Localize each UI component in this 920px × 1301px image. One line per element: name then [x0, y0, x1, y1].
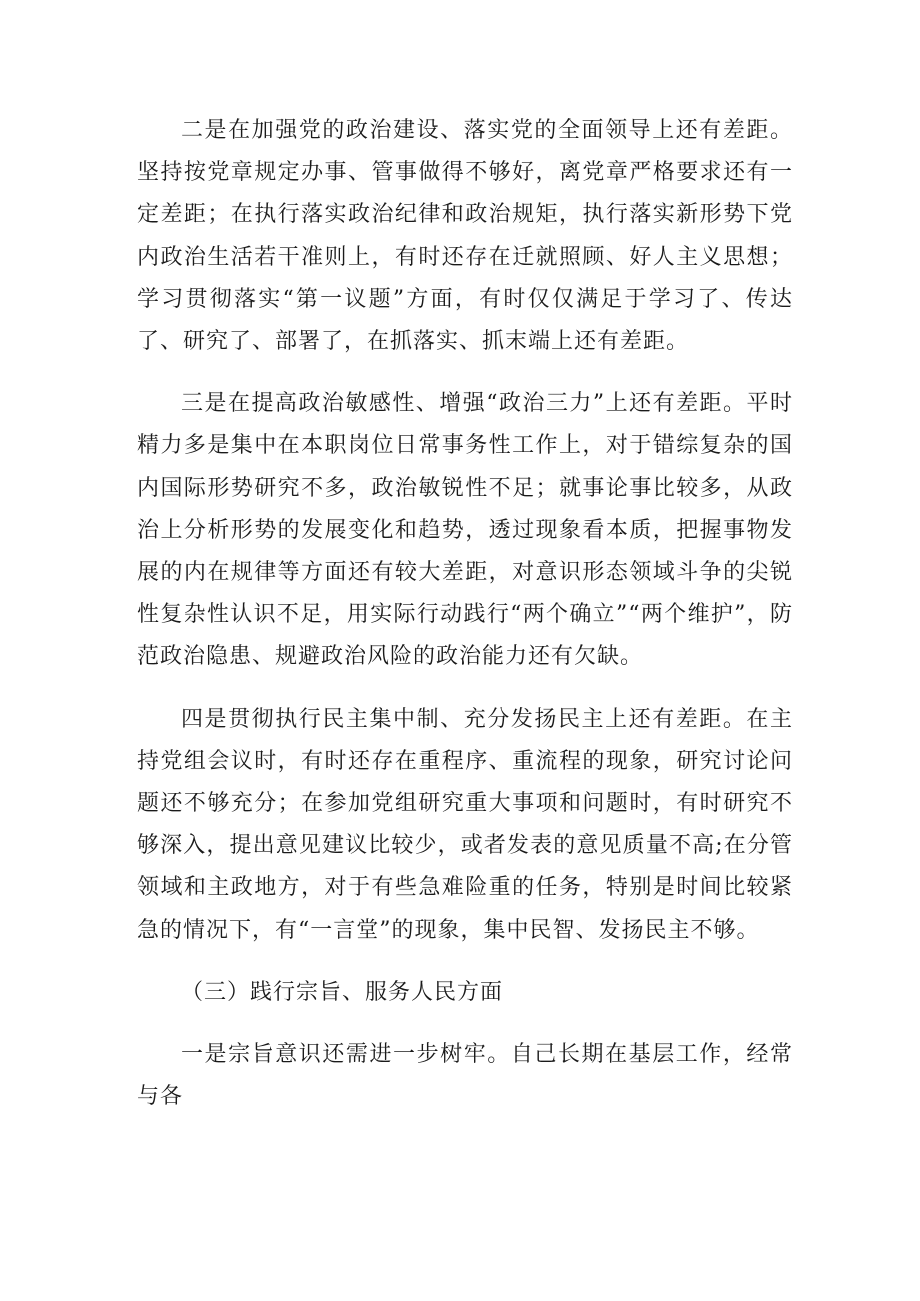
section-heading-serving-people: （三）践行宗旨、服务人民方面 [181, 979, 504, 1005]
document-body [137, 110, 793, 1118]
paragraph-political-leadership: 二是在加强党的政治建设、落实党的全面领导上还有差距。坚持按党章规定办事、管事做得不够好，离党章严格要求还有一定差距；在执行落实政治纪律和政治规矩，执行落实新形势下党内政治生活若干准则上，有时还存在迁就照顾、好人主义思想；学习贯彻落实“第一议题”方面，有时仅仅满足于学习了、传达了、研究了、部署了，在抓落实、抓末端上还有差距。 [137, 118, 793, 355]
paragraph-political-sensitivity: 三是在提高政治敏感性、增强“政治三力”上还有差距。平时精力多是集中在本职岗位日常事务性工作上，对于错综复杂的国内国际形势研究不多，政治敏锐性不足；就事论事比较多，从政治上分析形势的发展变化和趋势，透过现象看本质，把握事物发展的内在规律等方面还有较大差距，对意识形态领域斗争的尖锐性复杂性认识不足，用实际行动践行“两个确立”“两个维护”，防范政治隐患、规避政治风险的政治能力还有欠缺。 [137, 391, 793, 670]
paragraph-democratic-centralism: 四是贯彻执行民主集中制、充分发扬民主上还有差距。在主持党组会议时，有时还存在重程序、重流程的现象，研究讨论问题还不够充分；在参加党组研究重大事项和问题时，有时研究不够深入，提出意见建议比较少，或者发表的意见质量不高;在分管领域和主政地方，对于有些急难险重的任务，特别是时间比较紧急的情况下，有“一言堂”的现象，集中民智、发扬民主不够。 [137, 706, 793, 943]
paragraph-purpose-awareness: 一是宗旨意识还需进一步树牢。自己长期在基层工作，经常与各 [137, 1042, 793, 1110]
